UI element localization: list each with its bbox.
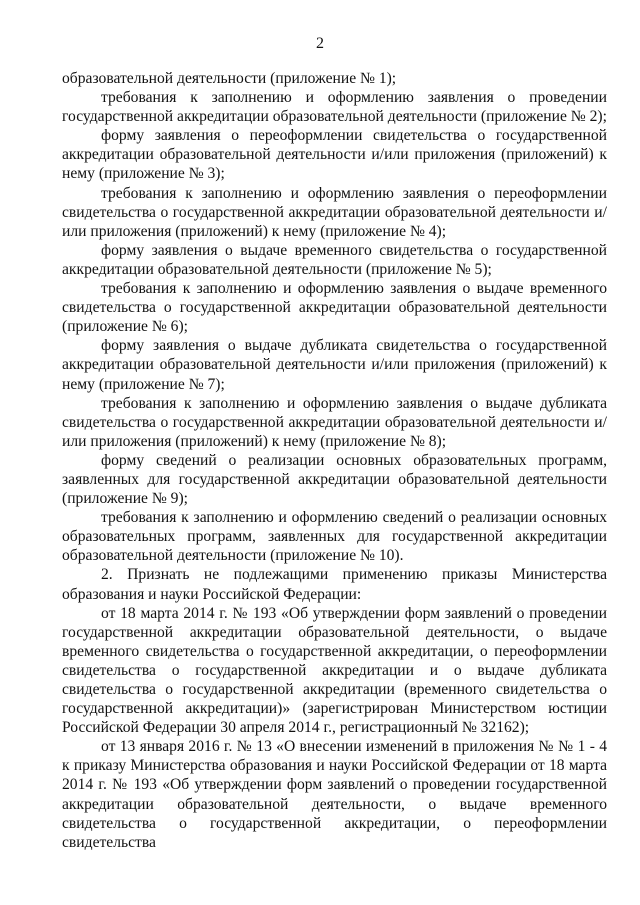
paragraph-order-193: от 18 марта 2014 г. № 193 «Об утверждении форм заявлений о проведении государственной аккредитации образовательной деятельности, о выдаче временного свидетельства о государственной аккредитации, о переоформлении свидетельства о государственной аккредитации и о выдаче дубликата свидетельства о государственной аккредитации (временного свидетельства о государственной аккредитации)» (зарегистрирован Министерством юстиции Российской Федерации 30 апреля 2014 г., регистрационный № 32162);: [62, 604, 607, 737]
paragraph-requirements-2: требования к заполнению и оформлению заявления о проведении государственной аккредитации образовательной деятельности (приложение № 2);: [62, 89, 607, 126]
paragraph-requirements-4: требования к заполнению и оформлению заявления о переоформлении свидетельства о государственной аккредитации образовательной деятельности и/или приложения (приложений) к нему (приложение № 4);: [62, 184, 607, 240]
paragraph-form-9: форму сведений о реализации основных образовательных программ, заявленных для государственной аккредитации образовательной деятельности (приложение № 9);: [62, 451, 607, 508]
paragraph-order-13: от 13 января 2016 г. № 13 «О внесении изменений в приложения № № 1 - 4 к приказу Министерства образования и науки Российской Федерации от 18 марта 2014 г. № 193 «Об утверждении форм заявлений о проведении государственной аккредитации образовательной деятельности, о выдаче временного свидетельства о государственной аккредитации, о переоформлении свидетельства: [62, 738, 607, 851]
page-number: 2: [316, 35, 324, 52]
paragraph-requirements-10: требования к заполнению и оформлению сведений о реализации основных образовательных программ, заявленных для государственной аккредитации образовательной деятельности (приложение № 10).: [62, 509, 607, 565]
paragraph-continuation: образовательной деятельности (приложение № 1);: [62, 70, 397, 87]
paragraph-form-5: форму заявления о выдаче временного свидетельства о государственной аккредитации образовательной деятельности (приложение № 5);: [62, 241, 607, 278]
paragraph-form-7: форму заявления о выдаче дубликата свидетельства о государственной аккредитации образовательной деятельности и/или приложения (приложений) к нему (приложение № 7);: [62, 337, 607, 393]
paragraph-form-3: форму заявления о переоформлении свидетельства о государственной аккредитации образовательной деятельности и/или приложения (приложений) к нему (приложение № 3);: [62, 127, 607, 183]
paragraph-clause-2: 2. Признать не подлежащими применению приказы Министерства образования и науки Российской Федерации:: [62, 566, 607, 603]
document-body: [62, 69, 607, 852]
paragraph-requirements-6: требования к заполнению и оформлению заявления о выдаче временного свидетельства о государственной аккредитации образовательной деятельности (приложение № 6);: [62, 280, 607, 336]
paragraph-requirements-8: требования к заполнению и оформлению заявления о выдаче дубликата свидетельства о государственной аккредитации образовательной деятельности и/или приложения (приложений) к нему (приложение № 8);: [62, 394, 607, 450]
